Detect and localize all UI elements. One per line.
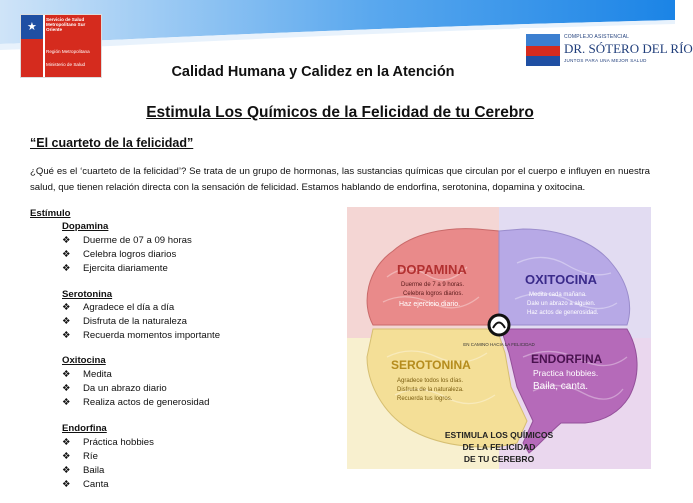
logo-org-text: Servicio de Salud Metropolitano Sur Oriente — [46, 17, 86, 33]
serotonina-line: Disfruta de la naturaleza. — [397, 387, 464, 393]
serotonina-label: SEROTONINA — [391, 358, 471, 372]
dopamina-line: Celebra logros diarios. — [403, 291, 464, 297]
main-heading: Estimula Los Químicos de la Felicidad de tu Cerebro — [146, 104, 534, 121]
bullet-icon: ❖ — [62, 330, 71, 341]
bullet-icon: ❖ — [62, 383, 71, 394]
logo-region-text: Región Metropolitana — [46, 48, 90, 54]
list-item: ❖ Disfruta de la naturaleza — [62, 316, 187, 327]
serotonina-line: Recuerda tus logros. — [397, 396, 453, 402]
brain-caption-line: DE LA FELICIDAD — [462, 442, 536, 452]
list-item: ❖ Ríe — [62, 451, 98, 462]
bullet-icon: ❖ — [62, 369, 71, 380]
list-item: ❖ Agradece el día a día — [62, 302, 175, 313]
bullet-icon: ❖ — [62, 437, 71, 448]
list-item: ❖ Celebra logros diarios — [62, 249, 177, 260]
list-item: ❖ Canta — [62, 479, 109, 490]
bullet-icon: ❖ — [62, 302, 71, 313]
logo-tagline: JUNTOS PARA UNA MEJOR SALUD — [564, 58, 647, 63]
center-caption: EN CAMINO HACIA LA FELICIDAD — [463, 342, 535, 347]
list-item: ❖ Baila — [62, 465, 105, 476]
serotonina-line: Agradece todos los días. — [397, 378, 464, 384]
section-serotonina-heading: Serotonina — [62, 289, 113, 300]
dopamina-line: Duerme de 7 a 9 horas. — [401, 282, 465, 288]
list-item: ❖ Recuerda momentos importante — [62, 330, 221, 341]
bullet-icon: ❖ — [62, 451, 71, 462]
bullet-icon: ❖ — [62, 235, 71, 246]
brain-illustration — [347, 207, 651, 469]
list-item: ❖ Realiza actos de generosidad — [62, 397, 210, 408]
oxitocina-line: Haz actos de generosidad. — [527, 310, 599, 316]
list-item: ❖ Práctica hobbies — [62, 437, 154, 448]
endorfina-line: Practica hobbies. — [533, 368, 599, 378]
oxitocina-line: Medita cada mañana. — [529, 292, 587, 298]
brain-caption-line: ESTIMULA LOS QUÍMICOS — [444, 430, 554, 440]
list-item: ❖ Medita — [62, 369, 112, 380]
bullet-icon: ❖ — [62, 397, 71, 408]
logo-ministry-text: Ministerio de Salud — [46, 61, 86, 67]
endorfina-line: Baila, canta. — [533, 381, 589, 392]
star-icon: ★ — [27, 21, 37, 33]
bullet-icon: ❖ — [62, 465, 71, 476]
dopamina-label: DOPAMINA — [397, 262, 467, 277]
section-dopamina-heading: Dopamina — [62, 221, 109, 232]
salud-sur-oriente-logo — [20, 14, 102, 78]
section-oxitocina-heading: Oxitocina — [62, 355, 106, 366]
dopamina-line: Haz ejercicio diario. — [399, 301, 461, 308]
stimulus-label: Estímulo — [30, 208, 71, 219]
hospital-emblem-icon — [526, 34, 560, 66]
center-emblem-icon — [489, 315, 509, 335]
bullet-icon: ❖ — [62, 316, 71, 327]
endorfina-label: ENDORFINA — [531, 352, 603, 366]
sotero-del-rio-logo — [520, 28, 693, 76]
bullet-icon: ❖ — [62, 263, 71, 274]
oxitocina-line: Dale un abrazo a alguien. — [527, 301, 596, 307]
bullet-icon: ❖ — [62, 479, 71, 490]
section-subtitle: “El cuarteto de la felicidad” — [30, 136, 194, 150]
list-item: ❖ Ejercita diariamente — [62, 263, 168, 274]
oxitocina-label: OXITOCINA — [525, 272, 597, 287]
logo-complex-text: COMPLEJO ASISTENCIAL — [564, 34, 630, 40]
page-title: Calidad Humana y Calidez en la Atención — [171, 64, 455, 80]
logo-hospital-name: DR. SÓTERO DEL RÍO — [564, 41, 693, 56]
intro-paragraph: ¿Qué es el ‘cuarteto de la felicidad’? Se trata de un grupo de hormonas, las sustancias químicas que circulan por el cuerpo e influyen en nuestra salud, que tienen relación directa con la sensación de felicidad. Estamos hablando de endorfina, serotonina, dopamina y oxitocina. — [30, 166, 650, 193]
bullet-icon: ❖ — [62, 249, 71, 260]
section-endorfina-heading: Endorfina — [62, 423, 107, 434]
brain-caption-line: DE TU CEREBRO — [463, 454, 535, 464]
list-item: ❖ Da un abrazo diario — [62, 383, 167, 394]
list-item: ❖ Duerme de 07 a 09 horas — [62, 235, 192, 246]
